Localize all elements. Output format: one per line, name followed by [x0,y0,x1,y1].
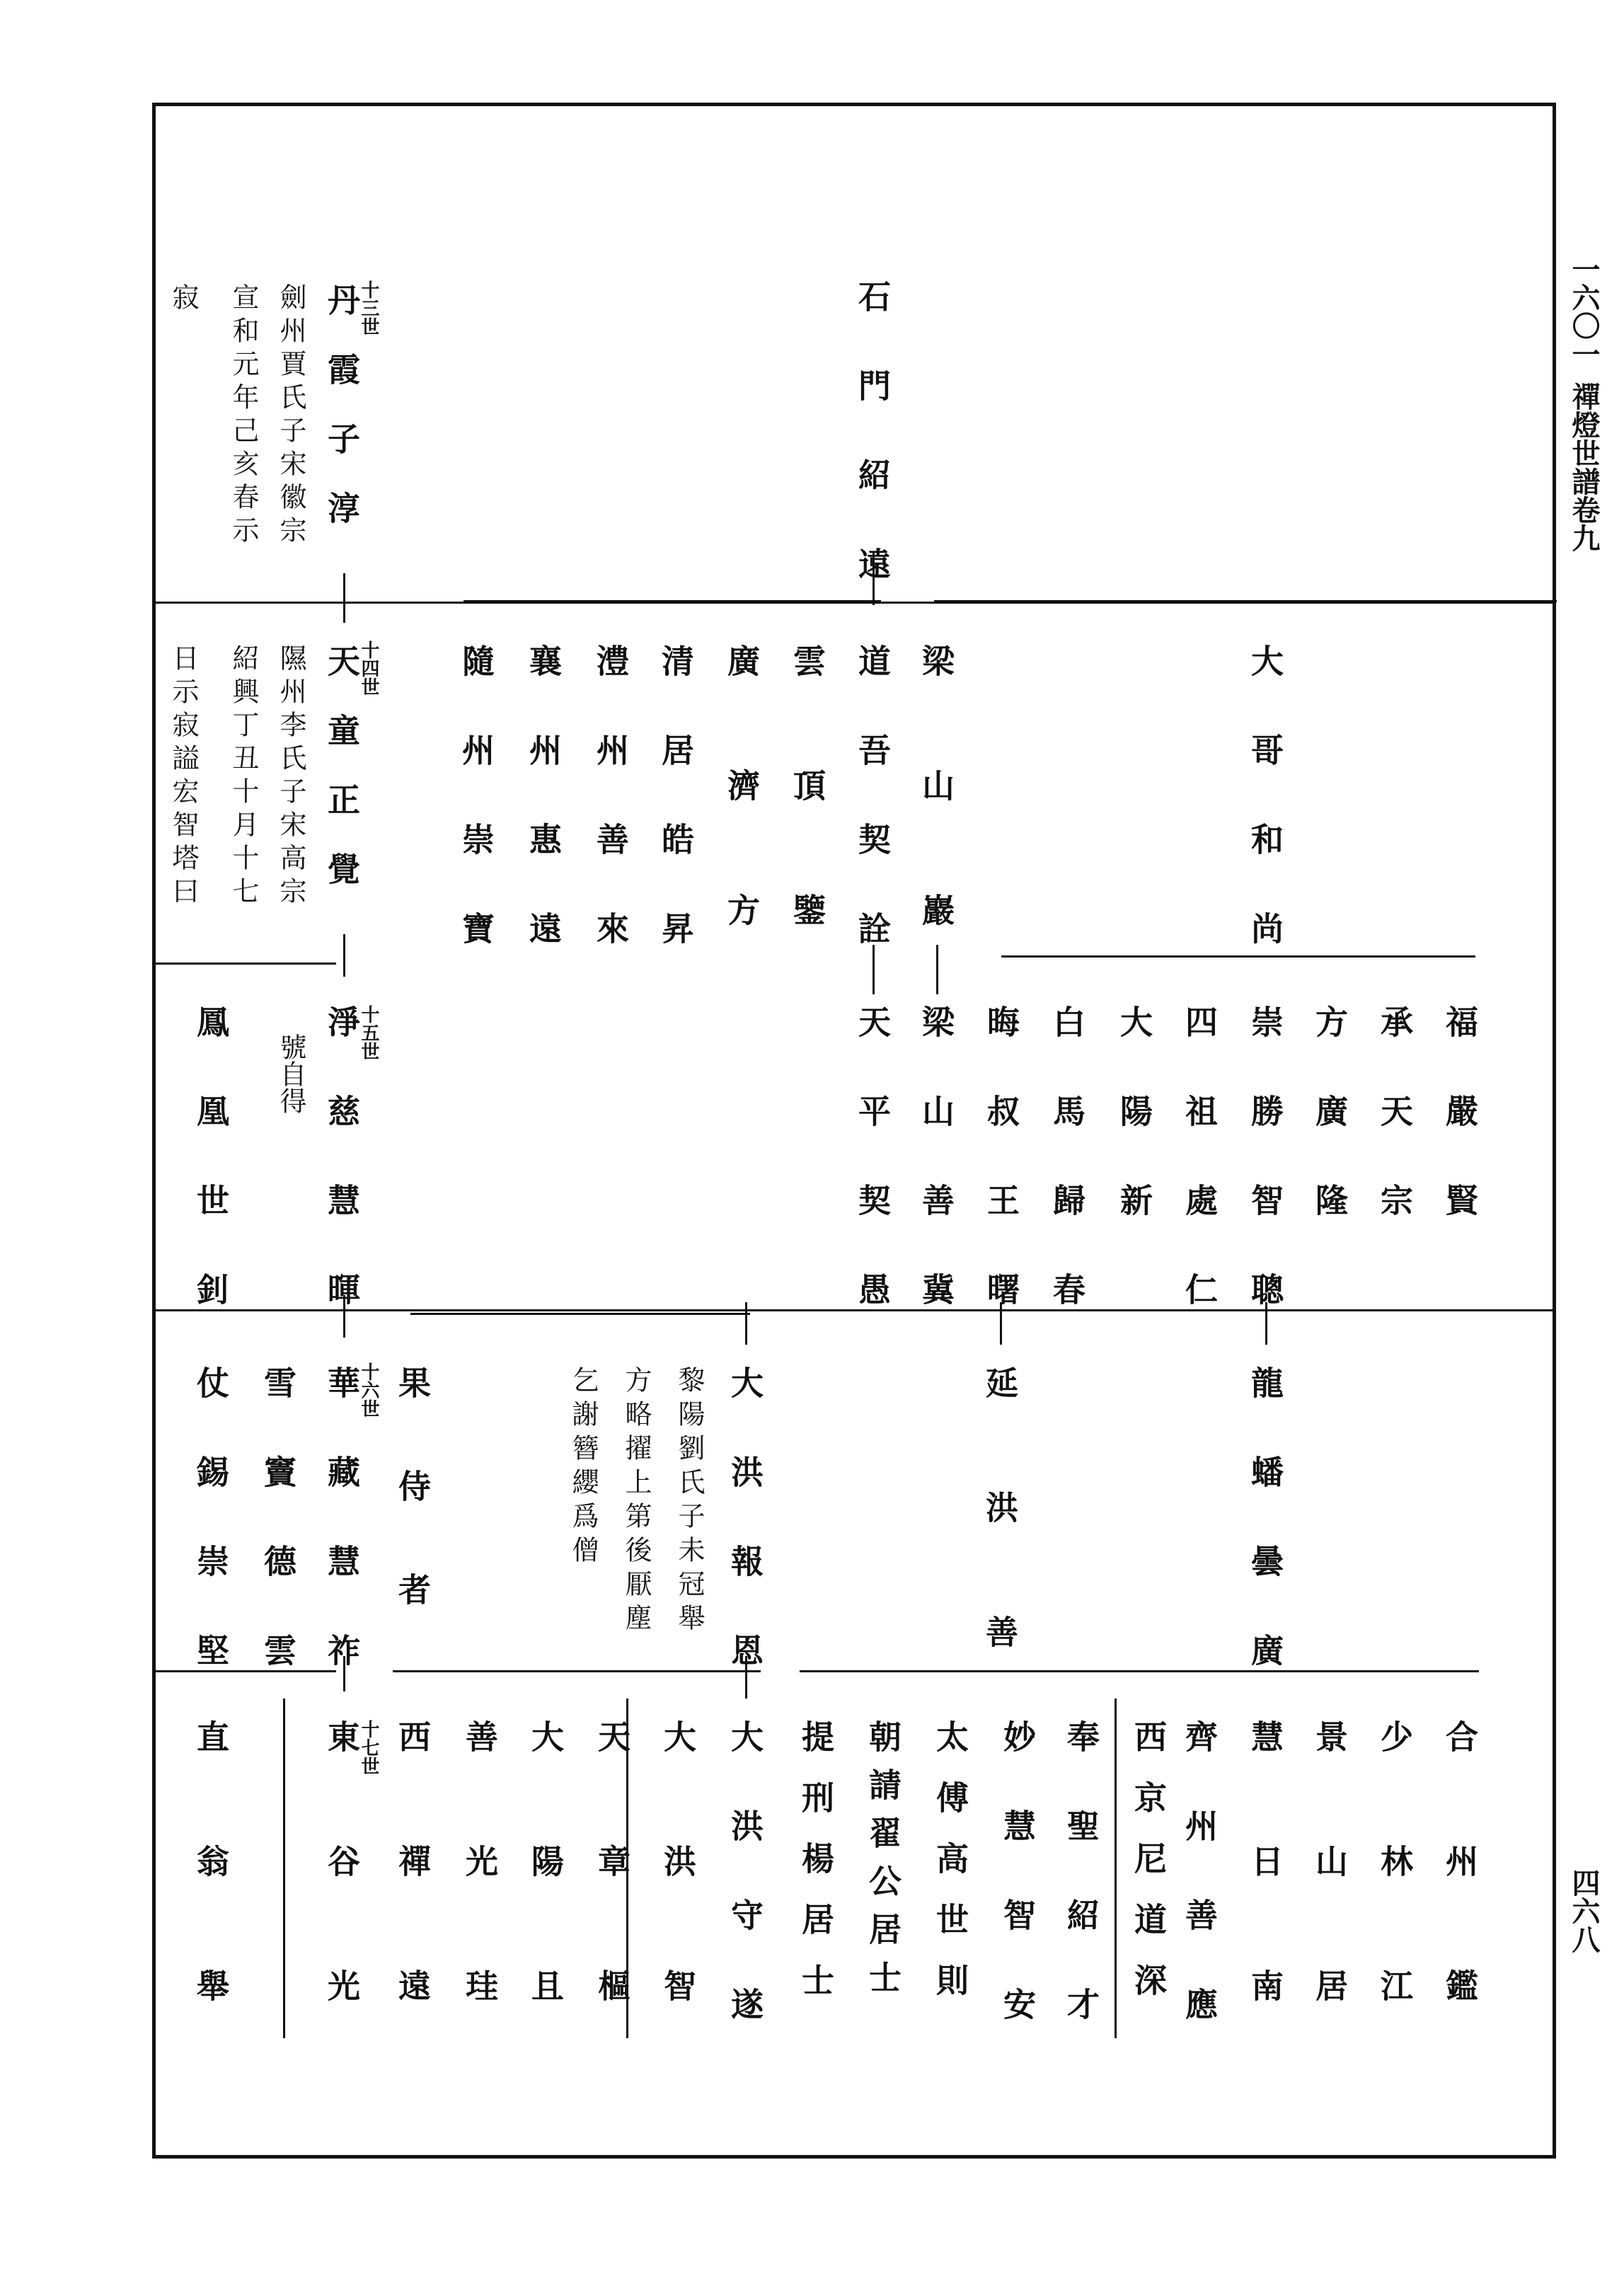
shaolin-jiang: 少林江 [1376,1720,1414,2093]
generation-label-17: 十七世 [358,1720,379,1775]
chaoqing-zhai-jushi: 朝請翟公居士 [864,1720,902,2008]
tiantong-note-3: 日示寂謚宏智塔曰 [168,644,199,910]
dahong-zhi: 大洪智 [659,1720,697,2093]
dayang-children-line [1001,955,1475,958]
longpan-tanguang: 龍蟠曇廣 [1246,1366,1284,1723]
chengtian-zong: 承天宗 [1376,1005,1414,1272]
tiantong-stem [343,934,345,977]
dayang-xin: 大陽新 [1115,1005,1153,1272]
xuedou-deyun: 雪竇德雲 [259,1366,297,1723]
tianzhang-shu: 天章樞 [593,1720,631,2093]
generation-label-14: 十四世 [358,640,379,696]
chongsheng-zhicong: 崇勝智聰 [1246,1005,1284,1362]
huazang-huizuo: 華藏慧祚 [323,1366,361,1723]
dahong-note-1: 黎陽劉氏子未冠舉 [674,1366,705,1638]
divider-line [152,962,336,965]
yanhong-shan: 延洪善 [981,1366,1019,1740]
dahong-note-3: 乞謝簪纓爲僧 [568,1366,599,1570]
danxia-stem [343,573,345,623]
dahong-shousui: 大洪守遂 [726,1720,764,2076]
sizu-churen: 四祖處仁 [1180,1005,1219,1362]
dahong-baoen: 大洪報恩 [726,1366,764,1723]
shimen-shaoyuan: 石門紹遠 [853,280,892,636]
guo-shizhe: 果侍者 [393,1366,432,1676]
bracket-left [283,1699,285,2038]
daowu-qiquan: 道吾契詮 [853,644,892,1001]
taifu-gaoshize: 太傅高世則 [931,1720,969,2024]
baima-guichun: 白馬歸春 [1048,1005,1086,1362]
donggu-guang: 東谷光 [323,1720,361,2093]
tianping-qiyu: 天平契愚 [853,1005,892,1362]
huiri-nan: 慧日南 [1246,1720,1284,2093]
generation-label-15: 十五世 [358,1005,379,1060]
shanguang-gui: 善光珪 [461,1720,499,2093]
xichan-yuan: 西禪遠 [393,1720,432,2093]
generation-label-16: 十六世 [358,1362,379,1418]
bottom-children-line [393,1670,761,1672]
dayang-qie: 大陽且 [526,1720,565,2093]
liangshan-yan: 梁山巖 [917,644,955,1018]
bottom-row-line [800,1670,1479,1672]
volume-title: 禪燈世譜卷九 [1567,382,1601,552]
zhiweng-ju: 直翁舉 [192,1720,230,2093]
jingci-note: 號自得 [275,1033,306,1114]
liangshan-shanji: 梁山善冀 [917,1005,955,1362]
tixing-yang-jushi: 提刑楊居士 [797,1720,835,2024]
danxia-note-1: 劍州賈氏子宋徽宗 [275,283,306,549]
danxia-note-2: 宣和元年己亥春示 [228,283,259,549]
huishu-wangshu: 晦叔王曙 [982,1005,1020,1362]
zhangxi-chongjian: 仗錫崇堅 [192,1366,230,1723]
fuyan-xian: 福嚴賢 [1441,1005,1479,1272]
danxia-zichun: 丹霞子淳 [323,283,361,561]
xijing-ni-daoshen: 西京尼道深 [1129,1720,1168,2024]
jingshan-ju: 景山居 [1311,1720,1349,2093]
tiantong-note-1: 隰州李氏子宋高宗 [275,644,306,910]
dayang-branch-line [934,600,1557,602]
dahong-children-line [410,1313,750,1315]
tiantong-note-2: 紹興丁丑十月十七 [228,644,259,910]
tiantong-zhengjue: 天童正覺 [323,644,361,921]
bracket-left-3 [1115,1699,1117,2038]
miaohui-zhian: 妙慧智安 [998,1720,1037,2076]
page-number: 四六八 [1567,1868,1601,1953]
divider-line [152,1670,336,1672]
guangji-fang: 廣濟方 [722,644,761,1018]
xiangzhou-huiyuan: 襄州惠遠 [524,644,563,1001]
dahong-stem [745,1302,747,1345]
danxia-note-3: 寂 [168,283,199,310]
lizhou-shanlai: 澧州善來 [592,644,630,1001]
qizhou-shanying: 齊州善應 [1180,1720,1219,2076]
jingci-huihui: 淨慈慧暉 [323,1005,361,1362]
suizhou-chongbao: 隨州崇寶 [457,644,495,1001]
fangguang-long: 方廣隆 [1311,1005,1349,1272]
dahong-note-2: 方略擢上第後厭塵 [621,1366,652,1638]
hezhou-jian: 合州鑑 [1441,1720,1479,2093]
fenghuang-shizhao: 鳳凰世釗 [192,1005,230,1362]
shimen-branch-line [463,600,881,602]
yunding-jian: 雲頂鑒 [788,644,827,1018]
page-code: 一六〇一 [1567,255,1601,368]
qingju-haosheng: 清居皓昇 [657,644,695,1001]
dage-heshang: 大哥和尚 [1246,644,1284,1001]
fengsheng-shaocai: 奉聖紹才 [1062,1720,1100,2076]
generation-label-13: 十三世 [358,280,379,335]
